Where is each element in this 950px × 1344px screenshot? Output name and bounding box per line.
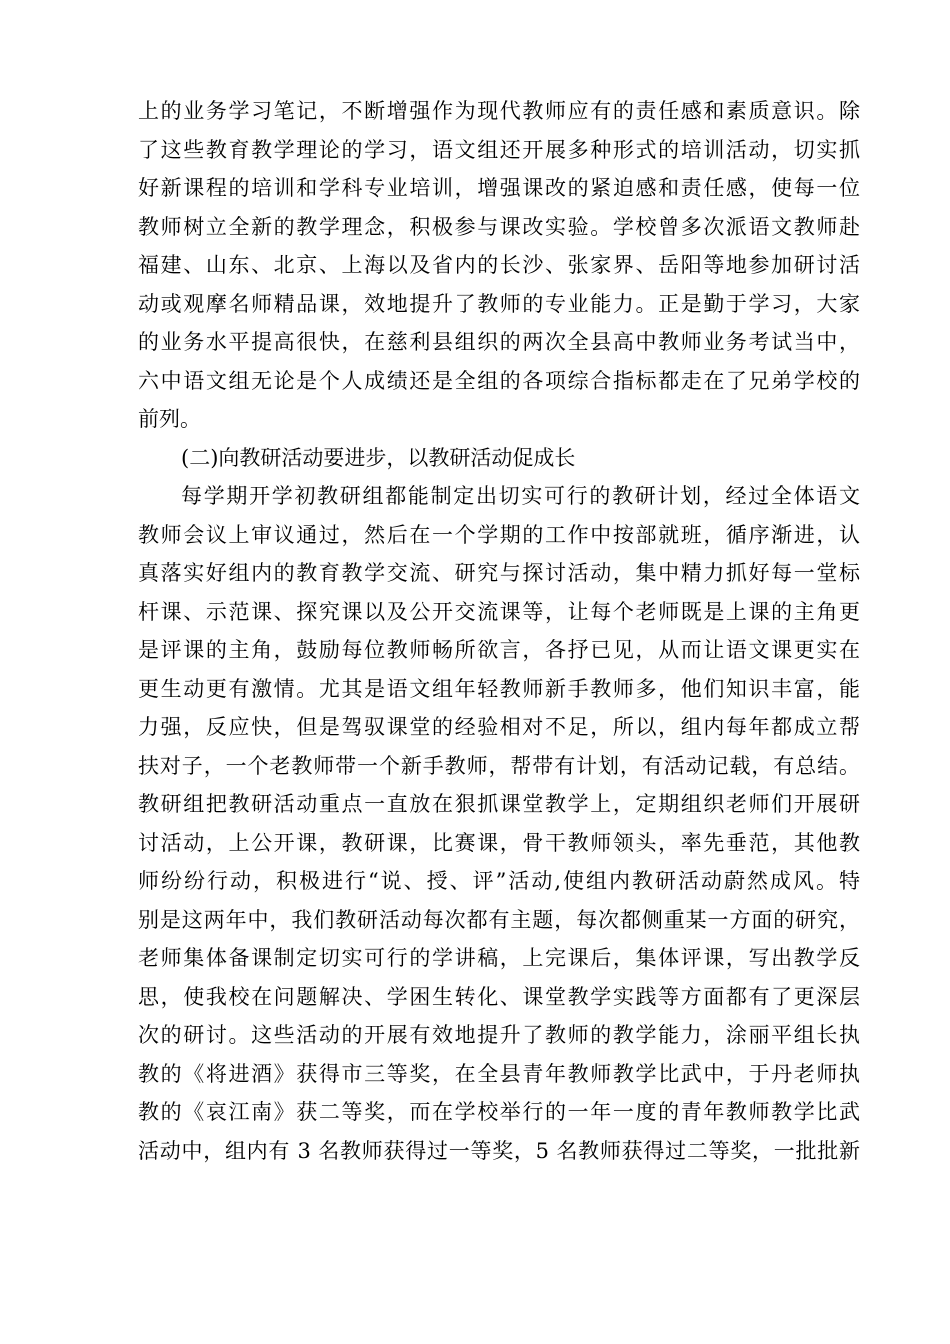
body-text-line: 好新课程的培训和学科专业培训，增强课改的紧迫感和责任感，使每一位 [138, 176, 860, 200]
body-text-line: 教师树立全新的教学理念，积极参与课改实验。学校曾多次派语文教师赴 [138, 214, 860, 239]
body-text-line: 动或观摩名师精品课，效地提升了教师的专业能力。正是勤于学习，大家 [138, 291, 860, 316]
body-text-line: 的业务水平提高很快，在慈利县组织的两次全县高中教师业务考试当中， [138, 330, 860, 354]
body-text-line: 活动中，组内有 3 名教师获得过一等奖，5 名教师获得过二等奖，一批批新 [138, 1138, 860, 1163]
body-text-line: 每学期开学初教研组都能制定出切实可行的教研计划，经过全体语文 [181, 484, 860, 508]
body-text-line: 老师集体备课制定切实可行的学讲稿，上完课后，集体评课，写出教学反 [138, 946, 860, 970]
body-text-line: 前列。 [138, 407, 201, 431]
body-text-line: 教的《将进酒》获得市三等奖，在全县青年教师教学比武中，于丹老师执 [138, 1061, 860, 1086]
body-text-line: 教师会议上审议通过，然后在一个学期的工作中按部就班，循序渐进，认 [138, 522, 860, 547]
body-text-line: 师纷纷行动，积极进行“说、授、评”活动,使组内教研活动蔚然成风。特 [138, 869, 860, 893]
body-text-line: 了这些教育教学理论的学习，语文组还开展多种形式的培训活动，切实抓 [138, 137, 860, 162]
body-text-line: 杆课、示范课、探究课以及公开交流课等，让每个老师既是上课的主角更 [138, 599, 860, 624]
body-text-line: 上的业务学习笔记，不断增强作为现代教师应有的责任感和素质意识。除 [138, 99, 860, 123]
document-body [138, 92, 860, 1170]
section-heading: (二)向教研活动要进步，以教研活动促成长 [181, 445, 576, 470]
body-text-line: 思，使我校在问题解决、学困生转化、课堂教学实践等方面都有了更深层 [138, 984, 860, 1009]
body-text-line: 是评课的主角，鼓励每位教师畅所欲言，各抒已见，从而让语文课更实在 [138, 638, 860, 662]
body-text-line: 力强，反应快，但是驾驭课堂的经验相对不足，所以，组内每年都成立帮 [138, 715, 860, 739]
body-text-line: 六中语文组无论是个人成绩还是全组的各项综合指标都走在了兄弟学校的 [138, 368, 860, 393]
body-text-line: 真落实好组内的教育教学交流、研究与探讨活动，集中精力抓好每一堂标 [138, 561, 860, 585]
body-text-line: 更生动更有激情。尤其是语文组年轻教师新手教师多，他们知识丰富，能 [138, 676, 860, 701]
body-text-line: 别是这两年中，我们教研活动每次都有主题，每次都侧重某一方面的研究， [138, 907, 860, 932]
body-text-line: 教的《哀江南》获二等奖，而在学校举行的一年一度的青年教师教学比武 [138, 1100, 860, 1124]
body-text-line: 次的研讨。这些活动的开展有效地提升了教师的教学能力，涂丽平组长执 [138, 1023, 860, 1047]
body-text-line: 福建、山东、北京、上海以及省内的长沙、张家界、岳阳等地参加研讨活 [138, 253, 860, 277]
body-text-line: 扶对子，一个老教师带一个新手教师，帮带有计划，有活动记载，有总结。 [138, 753, 860, 778]
body-text-line: 教研组把教研活动重点一直放在狠抓课堂教学上，定期组织老师们开展研 [138, 792, 860, 816]
body-text-line: 讨活动，上公开课，教研课，比赛课，骨干教师领头，率先垂范，其他教 [138, 830, 860, 855]
